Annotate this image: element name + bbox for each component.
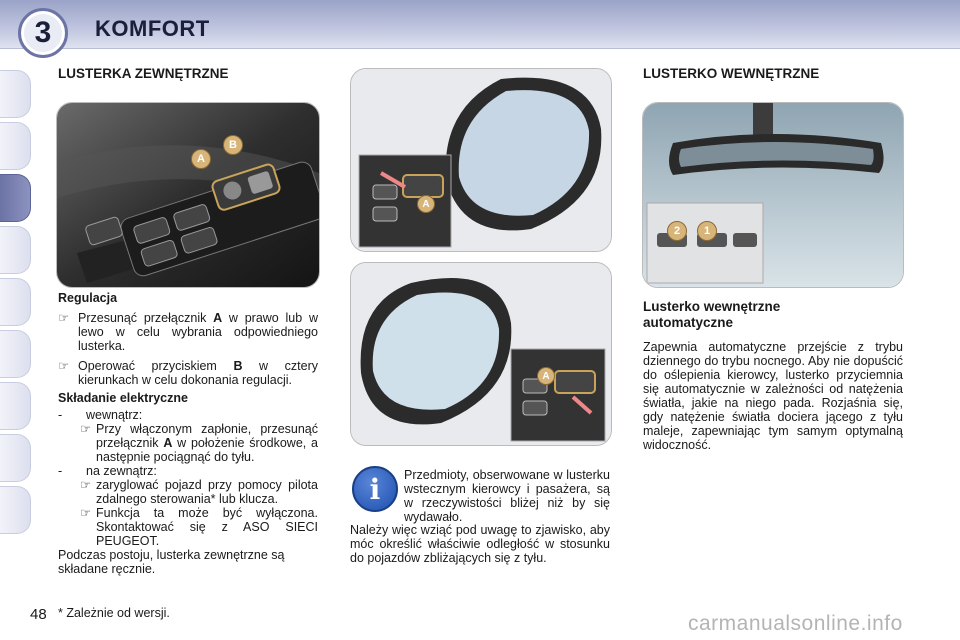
bullet-item: ☞ Przesunąć przełącznik A w prawo lub w lewo w celu wybrania odpowiedniego lusterka.	[58, 311, 318, 353]
callout-a: A	[537, 367, 555, 385]
list-item: - wewnątrz:	[58, 408, 143, 422]
info-continuation: Należy więc wziąć pod uwagę to zjawisko, aby móc określić właściwie odległość w stosunku do pojazdów zbliżających się z tyłu.	[350, 523, 610, 565]
heading-exterior-mirrors: LUSTERKA ZEWNĘTRZNE	[58, 66, 229, 81]
door-panel-illustration	[57, 103, 319, 287]
chapter-badge	[18, 8, 68, 58]
chapter-tab-active[interactable]	[0, 174, 31, 222]
chapter-tab[interactable]	[0, 226, 31, 274]
callout-a: A	[191, 149, 211, 169]
heading-interior-mirror: LUSTERKO WEWNĘTRZNE	[643, 66, 820, 81]
pointing-hand-icon: ☞	[80, 506, 92, 520]
info-icon: i	[352, 466, 398, 512]
chapter-tab[interactable]	[0, 330, 31, 378]
bullet-item: ☞ Operować przyciskiem B w cztery kierunkach w celu dokonania regulacji.	[58, 359, 319, 387]
photo-mirror-fold	[350, 68, 612, 252]
pointing-hand-icon: ☞	[58, 359, 70, 373]
chapter-title: KOMFORT	[95, 16, 210, 41]
interior-mirror-illustration	[643, 103, 903, 287]
callout-2: 2	[667, 221, 687, 241]
chapter-tab[interactable]	[0, 122, 31, 170]
photo-mirror-adjust	[350, 262, 612, 446]
footnote: * Zależnie od wersji.	[58, 606, 170, 620]
chapter-number: 3	[34, 16, 52, 49]
sub-item: ☞ zaryglować pojazd przy pomocy pilota zdalnego sterowania* lub klucza.	[80, 478, 318, 506]
pointing-hand-icon: ☞	[80, 478, 92, 492]
mirror-illustration	[351, 69, 611, 251]
chapter-tabs	[0, 70, 34, 570]
chapter-tab[interactable]	[0, 486, 31, 534]
subheading-skladanie: Składanie elektryczne	[58, 391, 188, 405]
sub-item: ☞ Funkcja ta może być wyłączona. Skontaktować się z ASO SIECI PEUGEOT.	[80, 506, 318, 548]
chapter-tab[interactable]	[0, 434, 31, 482]
info-text: Przedmioty, obserwowane w lusterku wstecznym kierowcy i pasażera, są w rzeczywistości bliżej niż by się wydawało.	[404, 468, 610, 524]
auto-mirror-body: Zapewnia automatyczne przejście z trybu dziennego do trybu nocnego. Aby nie dopuścić do oślepienia kierowcy, lusterko przyciemnia się automatycznie w zależności od natężenia światła, jakie na niego pada. Rozjaśnia się, gdy natężenie światła dociera jącego z tyłu maleje, zapewniając tym samym optymalną widoczność.	[643, 340, 903, 452]
mirror-illustration	[351, 263, 611, 445]
watermark: carmanualsonline.info	[688, 612, 903, 635]
photo-interior-mirror	[642, 102, 904, 288]
chapter-tab[interactable]	[0, 70, 31, 118]
callout-1: 1	[697, 221, 717, 241]
chapter-tab[interactable]	[0, 278, 31, 326]
callout-a: A	[417, 195, 435, 213]
subheading-regulacja: Regulacja	[58, 291, 118, 305]
photo-door-controls	[56, 102, 320, 288]
page-number: 48	[30, 606, 47, 623]
callout-b: B	[223, 135, 243, 155]
pointing-hand-icon: ☞	[58, 311, 70, 325]
list-item: - na zewnątrz:	[58, 464, 157, 478]
sub-item: ☞ Przy włączonym zapłonie, przesunąć przełącznik A w położenie środkowe, a następnie pociągnąć do tyłu.	[80, 422, 319, 464]
left-body	[58, 291, 318, 576]
chapter-tab[interactable]	[0, 382, 31, 430]
pointing-hand-icon: ☞	[80, 422, 92, 436]
folding-note: Podczas postoju, lusterka zewnętrzne są składane ręcznie.	[58, 548, 285, 576]
subheading-auto-mirror: Lusterko wewnętrzne automatyczne	[643, 299, 781, 330]
